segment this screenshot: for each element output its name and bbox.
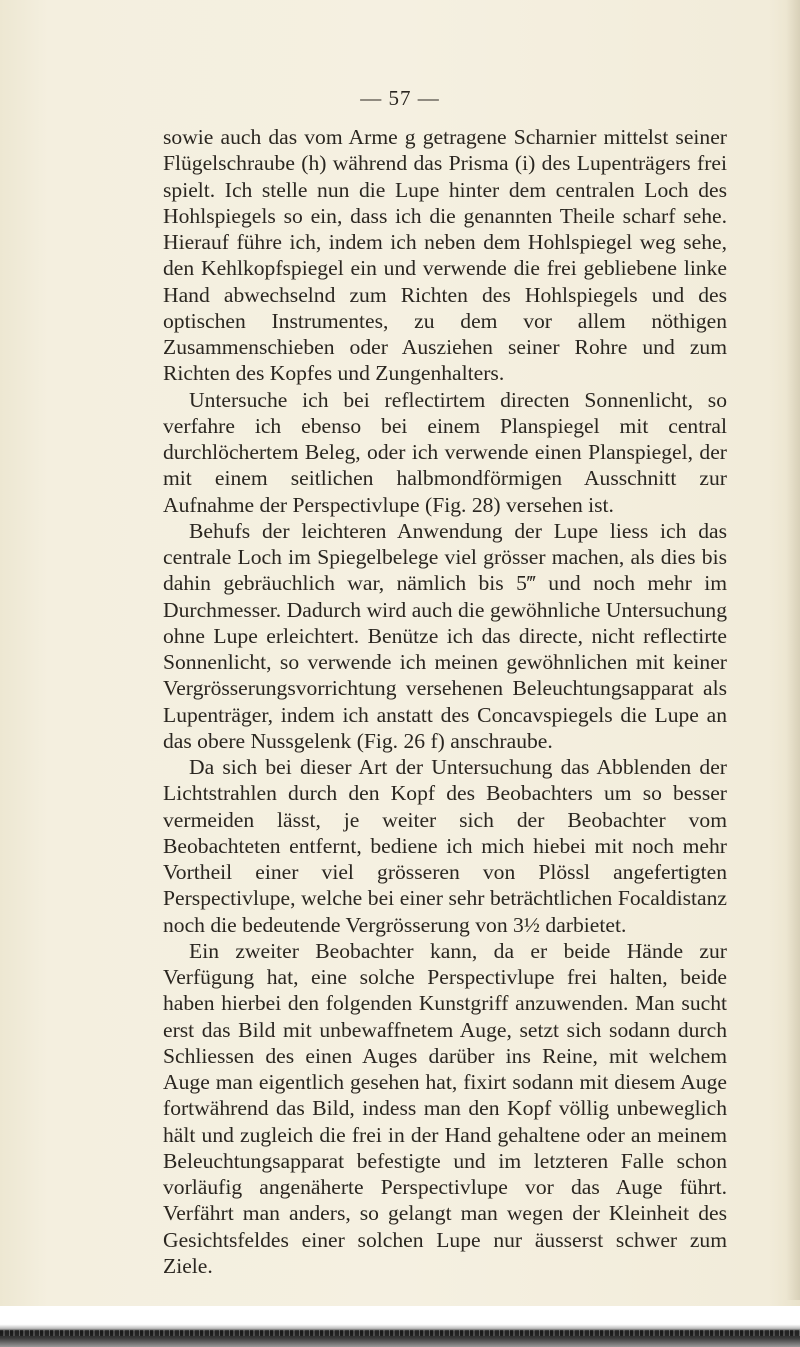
paragraph-5: Ein zweiter Beobachter kann, da er beide Hände zur Verfügung hat, eine solche Perspectivlupe frei halten, beide haben hierbei den folgenden Kunstgriff anzuwenden. Man sucht erst das Bild mit unbewaffnetem Auge, setzt sich sodann durch Schliessen des einen Auges darüber ins Reine, mit welchem Auge man eigentlich gesehen hat, fixirt sodann mit diesem Auge fortwährend das Bild, indess man den Kopf völlig unbeweglich hält und zugleich die frei in der Hand gehaltene oder an meinem Beleuchtungsapparat befestigte und im letzteren Falle schon vorläufig angenäherte Perspectivlupe vor das Auge führt. Verfährt man anders, so gelangt man wegen der Kleinheit des Gesichtsfeldes einer solchen Lupe nur äusserst schwer zum Ziele. (163, 938, 727, 1278)
scan-bottom-edge (0, 1306, 800, 1347)
page-number: — 57 — (360, 86, 440, 110)
body-text (163, 124, 727, 1279)
paragraph-1: sowie auch das vom Arme g getragene Scharnier mittelst seiner Flügelschraube (h) während das Prisma (i) des Lupenträgers frei spielt. Ich stelle nun die Lupe hinter dem centralen Loch des Hohlspiegels so ein, dass ich die genannten Theile scharf sehe. Hierauf führe ich, indem ich neben dem Hohlspiegel weg sehe, den Kehlkopfspiegel ein und verwende die frei gebliebene linke Hand abwechselnd zum Richten des Hohlspiegels und des optischen Instrumentes, zu dem vor allem nöthigen Zusammenschieben oder Ausziehen seiner Rohre und zum Richten des Kopfes und Zungenhalters. (163, 125, 727, 386)
paragraph-3: Behufs der leichteren Anwendung der Lupe liess ich das centrale Loch im Spiegelbelege viel grösser machen, als dies bis dahin gebräuchlich war, nämlich bis 5‴ und noch mehr im Durchmesser. Dadurch wird auch die gewöhnliche Untersuchung ohne Lupe erleichtert. Benütze ich das directe, nicht reflectirte Sonnenlicht, so verwende ich meinen gewöhnlichen mit keiner Vergrösserungsvorrichtung versehenen Beleuchtungsapparat als Lupenträger, indem ich anstatt des Concavspiegels die Lupe an das obere Nussgelenk (Fig. 26 f) anschraube. (163, 518, 727, 753)
paragraph-4: Da sich bei dieser Art der Untersuchung das Abblenden der Lichtstrahlen durch den Kopf des Beobachters um so besser vermeiden lässt, je weiter sich der Beobachter vom Beobachteten entfernt, bediene ich mich hiebei mit noch mehr Vortheil einer viel grösseren von Plössl angefertigten Perspectivlupe, welche bei einer sehr beträchtlichen Focaldistanz noch die bedeutende Vergrösserung von 3½ darbietet. (163, 755, 727, 937)
paragraph-2: Untersuche ich bei reflectirtem directen Sonnenlicht, so verfahre ich ebenso bei einem Planspiegel mit central durchlöchertem Beleg, oder ich verwende einen Planspiegel, der mit einem seitlichen halbmondförmigen Ausschnitt zur Aufnahme der Perspectivlupe (Fig. 28) versehen ist. (163, 387, 727, 517)
page-edge-shadow (786, 0, 800, 1300)
